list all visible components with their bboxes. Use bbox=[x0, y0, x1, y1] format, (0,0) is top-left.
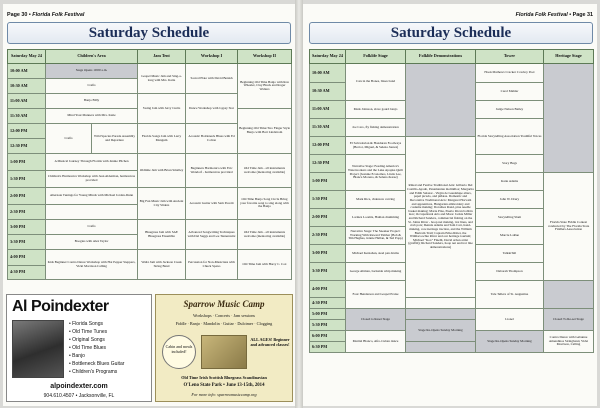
cell: Big Fun Music Jam with Ancient City Sliders bbox=[138, 188, 186, 220]
cell: Alternate Tunings for Young Minds with Michael Jordan-Dunn bbox=[46, 188, 138, 205]
cell: Florida Songs Jam with Larry Mangum bbox=[138, 124, 186, 154]
cell: Waltz Jam with Jackson Creek String Band bbox=[138, 250, 186, 280]
cell bbox=[406, 309, 476, 320]
time-cell: 5:30 PM bbox=[310, 320, 346, 331]
right-schedule-table bbox=[309, 49, 594, 353]
cell: Florida Storytelling Association Youthful Voices bbox=[476, 119, 544, 155]
time-cell: 2:00 PM bbox=[310, 209, 346, 227]
col-jam: Jam Tent bbox=[138, 50, 186, 64]
cell: Mind Your Manners with Mrs. Katie bbox=[46, 109, 138, 124]
time-cell: 4:00 PM bbox=[8, 250, 46, 266]
cell: Narrative Stage: The Sneaker Project: Working With Reward Timber (Bob & Tim Hughes, Jennie Hallan, & Ted Popp) bbox=[346, 227, 406, 245]
col-tower: Tower bbox=[476, 50, 544, 64]
cell: Marcie LaRue bbox=[476, 227, 544, 245]
cell bbox=[406, 64, 476, 137]
time-cell: 6:00 PM bbox=[310, 331, 346, 342]
cell bbox=[406, 342, 476, 353]
table-row bbox=[8, 154, 292, 171]
ad-poindexter-contact: 904.610.4507 • Jacksonville, FL bbox=[43, 393, 115, 399]
list-item: • Old Time Tunes bbox=[69, 329, 108, 335]
cell: Sacred Plate with David Benish bbox=[186, 64, 238, 94]
time-cell: 1:30 PM bbox=[8, 171, 46, 188]
cell: Story Bugs bbox=[476, 155, 544, 173]
right-header-bullet: • bbox=[569, 12, 573, 18]
cell: Crafts bbox=[46, 79, 138, 94]
cell: Bluegrass Jam with SAE Bluegrass Ensemble bbox=[138, 220, 186, 250]
time-cell: 4:30 PM bbox=[310, 298, 346, 309]
ad-sparrow-title: Sparrow Music Camp bbox=[183, 299, 265, 309]
cell: Michael Kernahan, steel pan drums bbox=[346, 245, 406, 263]
day-header: Saturday May 24 bbox=[310, 50, 346, 64]
cell: Stage Re-Opens Sunday Morning bbox=[406, 320, 476, 342]
ad-sparrow-info[interactable]: For more info: sparrowmusiccamp.org bbox=[191, 392, 257, 397]
cell: Narrative Stage: Feeding America's Waterworkers and the Lake Apopka Quilt Project (Jeannie Economos, Linda Lee, Blanca Moreno, & Selena Juarez) bbox=[346, 155, 406, 191]
table-row bbox=[310, 309, 594, 320]
cell: Hook Mathews Cracker Cowboy Poet bbox=[476, 64, 544, 83]
table-row bbox=[8, 250, 292, 266]
time-cell: 10:00 AM bbox=[8, 64, 46, 79]
time-cell: 3:30 PM bbox=[310, 263, 346, 281]
cell: Closed to Reset Stage bbox=[346, 309, 406, 331]
cell: Deborah Thompson bbox=[476, 263, 544, 281]
col-children: Children's Area bbox=[46, 50, 138, 64]
ad-poindexter-list bbox=[69, 320, 124, 376]
list-item: • Florida Songs bbox=[69, 321, 103, 327]
page-gutter bbox=[295, 0, 303, 408]
day-header: Saturday May 24 bbox=[8, 50, 46, 64]
poindexter-ad bbox=[6, 294, 152, 402]
cell: Four Henderson and Gospel Praise bbox=[346, 281, 406, 309]
time-cell: 5:00 PM bbox=[310, 309, 346, 320]
table-row bbox=[8, 188, 292, 205]
time-cell: 2:00 PM bbox=[8, 188, 46, 205]
time-cell: 12:00 PM bbox=[310, 137, 346, 155]
cell: Advanced Songwriting Techniques with Del Suggs and Lee Tannenwitz bbox=[186, 220, 238, 250]
ad-sparrow-line1: Workshops · Concerts · Jam sessions bbox=[192, 313, 256, 318]
col-folklife-stage: Folklife Stage bbox=[346, 50, 406, 64]
ad-sparrow-all-ages: ALL AGES! Beginner and advanced classes! bbox=[250, 337, 290, 347]
cell bbox=[544, 281, 594, 309]
cell: Acoustic Guitar with Sam Pacetti bbox=[186, 188, 238, 220]
time-cell: 1:30 PM bbox=[310, 191, 346, 209]
performer-photo bbox=[12, 320, 64, 378]
time-cell: 11:00 AM bbox=[8, 94, 46, 109]
right-schedule-title: Saturday Schedule bbox=[309, 22, 593, 44]
time-cell: 2:30 PM bbox=[8, 205, 46, 220]
table-row bbox=[8, 64, 292, 79]
col-workshop-1: Workshop I bbox=[186, 50, 238, 64]
cell: Wild Species Parade Assembly and Departure bbox=[92, 124, 138, 154]
cell: Judge Nelson Bailey bbox=[476, 101, 544, 119]
ad-sparrow-badge: Cabin and meals included! bbox=[162, 335, 196, 369]
cell: Banjo Billy bbox=[46, 94, 138, 109]
cell: Closed To Re-set Stage bbox=[544, 309, 594, 331]
time-cell: 2:30 PM bbox=[310, 227, 346, 245]
table-row bbox=[310, 64, 594, 83]
cell: El Salvadorian & Honduran Foodways (Hector, Miguel, & Selena Juarez) bbox=[346, 137, 406, 155]
time-cell: 12:30 PM bbox=[8, 139, 46, 154]
left-header-title: Florida Folk Festival bbox=[32, 12, 85, 18]
col-heritage-stage: Heritage Stage bbox=[544, 50, 594, 64]
ads-area bbox=[6, 294, 293, 402]
cell: Crafts bbox=[46, 124, 92, 154]
cell: Stage Opens 10:00 a.m. bbox=[46, 64, 138, 79]
ad-sparrow-styles: Old Time Irish Scottish Bluegrass Scandinavian bbox=[181, 375, 267, 380]
list-item: • Banjo bbox=[69, 353, 85, 359]
cell: George Altman, backside whip making bbox=[346, 263, 406, 281]
time-cell: 10:00 AM bbox=[310, 64, 346, 83]
time-cell: 11:00 AM bbox=[310, 101, 346, 119]
cell: Old Time Jam - all instruments welcome (mentoring available) bbox=[238, 220, 292, 250]
table-row bbox=[8, 220, 292, 235]
cell: Contra Dance with Gabunne Amendinos Stringband, Vicki Morrison, Calling bbox=[544, 331, 594, 353]
col-demonstrations: Folklife Demonstrations bbox=[406, 50, 476, 64]
cell: Storytelling Slam bbox=[476, 209, 544, 227]
cell: Old Time Banjo Song Circle Bring your favorite song to sing along with the Banjo bbox=[238, 188, 292, 220]
list-item: • Bottleneck Blues Guitar bbox=[69, 361, 125, 367]
time-cell: 11:30 AM bbox=[310, 119, 346, 137]
left-schedule-table bbox=[7, 49, 292, 280]
time-cell: 4:00 PM bbox=[310, 281, 346, 298]
cell: Acoustic Bottleneck Blues with Ed Colton bbox=[186, 124, 238, 154]
ad-sparrow-location: O'Leno State Park • June 13-15th, 2014 bbox=[183, 383, 265, 388]
cell: Florida State Fiddle Contest conducted by The Florida State Fiddlers Association bbox=[544, 173, 594, 281]
cell: Gospel Music Jam and Sing-a-long with Mrs. Katie bbox=[138, 64, 186, 94]
cell: Beginning Old Time/Two Finger Style Banjo with Bart Lindstrom bbox=[238, 109, 292, 154]
camp-photo bbox=[201, 335, 247, 369]
cell: Lionel bbox=[476, 309, 544, 331]
demonstrations-cell: Ritual and Festive Traditional Arts: Gilberto Del Castillo-Ayoub, Panamanian molinillos; Margarita and Edith Salazar - Virgin de Guadalupe altars, papel picado, and piñatas. Domestic and Decorative Traditional Arts: Margaret Horvath and apprentices, Hungarian embroidery and costume making; Dorothea Rand, pine needle basket making; Marie Pina, Puerto Rican bobbin lace; Occupational Arts and More: Jackie Miller and Richard Sanders, commercial fishing on the St. Johns River - hoop net making, trot lines, and crab pots; Dennis Adams and Sam Carr, hand-making, cow-heritage traction, and the William Bartram Trail; Captain Erika Ritter, the Withlacoochie River and our heritage tourism; Michael "Kox" Finelli, David urban artist (graffiti); Richard Sanders, hoop net and trot line demonstrations) bbox=[406, 137, 476, 298]
left-header-bullet: • bbox=[28, 12, 33, 18]
cell: Martial Blanco, Afro-Cuban dance bbox=[346, 331, 406, 353]
cell: Stage Re-Opens Sunday Morning bbox=[476, 331, 544, 353]
cell bbox=[544, 64, 594, 173]
cell bbox=[46, 205, 138, 220]
list-item: • Old Time Blues bbox=[69, 345, 107, 351]
time-cell: 11:30 AM bbox=[8, 109, 46, 124]
time-cell: 1:00 PM bbox=[8, 154, 46, 171]
time-cell: 3:00 PM bbox=[8, 220, 46, 235]
cell: TalkinTall bbox=[476, 245, 544, 263]
cell: Tale Tellers of St. Augustine bbox=[476, 281, 544, 309]
time-cell: 12:30 PM bbox=[310, 155, 346, 173]
time-cell: 6:30 PM bbox=[310, 342, 346, 353]
cell: Oldtime Jam with Brian Smalley bbox=[138, 154, 186, 188]
cell: Old Time Jam - all instruments welcome (mentoring available) bbox=[238, 154, 292, 188]
cell: Carol Mahler bbox=[476, 83, 544, 101]
time-cell: 3:00 PM bbox=[310, 245, 346, 263]
ad-poindexter-url[interactable]: alpoindexter.com bbox=[50, 383, 108, 390]
cell: John W. Drury bbox=[476, 191, 544, 209]
time-cell: 10:30 AM bbox=[8, 79, 46, 94]
cell: Joe Caro, fly fishing demonstration bbox=[346, 119, 406, 137]
cell: Mark Rice, chainsaw carving bbox=[346, 191, 406, 209]
list-item: • Children's Programs bbox=[69, 369, 118, 375]
right-header-row bbox=[310, 50, 594, 64]
ad-poindexter-name: Al Poindexter bbox=[12, 298, 109, 315]
list-item: • Original Songs bbox=[69, 337, 105, 343]
time-cell: 4:30 PM bbox=[8, 266, 46, 280]
cell: Boogies with Alex Taylor bbox=[46, 235, 138, 250]
time-cell: 3:30 PM bbox=[8, 235, 46, 250]
cell: Children's Harmonica Workshop with Jean Alderman, harmonicas provided bbox=[46, 171, 138, 188]
cell: Old Time Jam with Harry C. Cox bbox=[238, 250, 292, 280]
ad-sparrow-line2: Fiddle · Banjo · Mandolin · Guitar · Dulcimer · Clogging bbox=[175, 321, 273, 326]
cell: Lorinza Loomis, Haitian drumming bbox=[346, 209, 406, 227]
left-page bbox=[3, 4, 295, 406]
cell: A Musical Journey Through Florida with Jennie Pilchen bbox=[46, 154, 138, 171]
left-header-row bbox=[8, 50, 292, 64]
cell: Crafts bbox=[46, 220, 138, 235]
cell: Beginners Harmonica with Eric Wendorf - harmonicas provided bbox=[186, 154, 238, 188]
cell: Swing Jam with Jerry Curtis bbox=[138, 94, 186, 124]
cell: Kids Beginner Contra Dance Workshop with Hot Pepper Steppers, Vicki Morrison Calling bbox=[46, 250, 138, 280]
cell: Percussion for Non-Musicians with Chuck Spano bbox=[186, 250, 238, 280]
time-cell: 10:30 AM bbox=[310, 83, 346, 101]
left-page-number: Page 30 bbox=[7, 12, 28, 18]
left-schedule-title: Saturday Schedule bbox=[7, 22, 291, 44]
cell: Mark Johnson, slave gourd banjo bbox=[346, 101, 406, 119]
right-header-title: Florida Folk Festival bbox=[515, 12, 568, 18]
right-page-number: Page 31 bbox=[572, 12, 593, 18]
sparrow-ad bbox=[155, 294, 293, 402]
right-page bbox=[303, 4, 597, 406]
time-cell: 1:00 PM bbox=[310, 173, 346, 191]
cell: Katie Adams bbox=[476, 173, 544, 191]
cell: Dance Workshop with Gypsy Star bbox=[186, 94, 238, 124]
cell: Beginning Old Time Banjo with Ron Wheeler, Clay Black and Roger Walters bbox=[238, 64, 292, 109]
col-workshop-2: Workshop II bbox=[238, 50, 292, 64]
time-cell: 12:00 PM bbox=[8, 124, 46, 139]
cell: Cats in the Bones, blues band bbox=[346, 64, 406, 101]
